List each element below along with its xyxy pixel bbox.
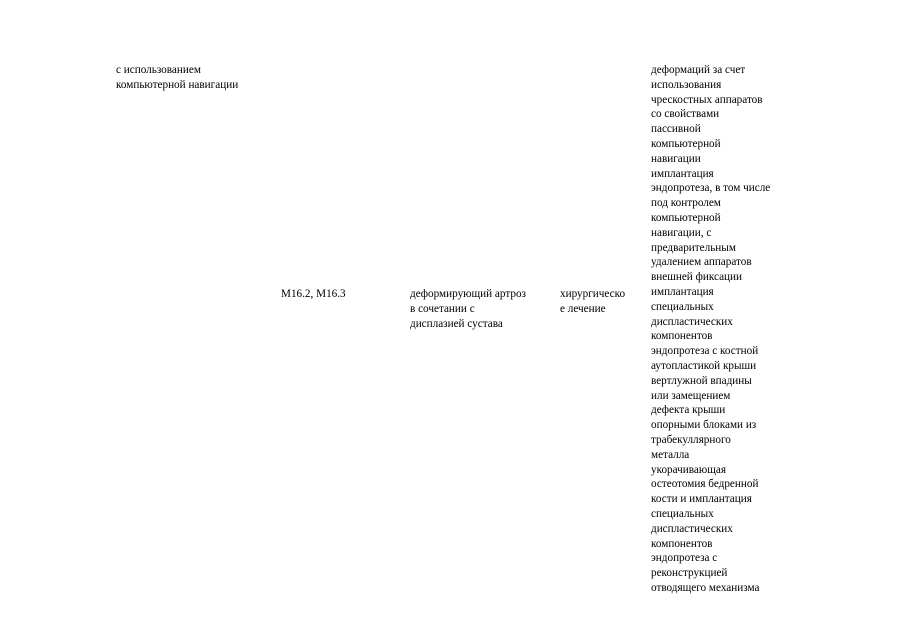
treatment-type-line: хирургическо bbox=[560, 288, 626, 300]
method-fragment-line: компьютерной навигации bbox=[116, 78, 239, 91]
method-line: навигации, с bbox=[651, 226, 712, 239]
method-line: специальных bbox=[651, 507, 714, 520]
method-fragment-line: с использованием bbox=[116, 64, 201, 76]
method-line: специальных bbox=[651, 300, 714, 313]
method-fragment-cell bbox=[116, 63, 276, 93]
method-line: отводящего механизма bbox=[651, 581, 760, 594]
method-line: укорачивающая bbox=[651, 463, 726, 476]
diagnosis-line: дисплазией сустава bbox=[410, 317, 503, 330]
treatment-methods-cell bbox=[651, 63, 801, 596]
treatment-type-line: е лечение bbox=[560, 302, 606, 315]
method-line: компонентов bbox=[651, 330, 713, 343]
icd-codes: M16.2, M16.3 bbox=[281, 288, 346, 300]
method-line: металла bbox=[651, 448, 690, 461]
method-line: диспластических bbox=[651, 522, 733, 535]
method-line: предварительным bbox=[651, 241, 736, 254]
treatment-type-cell bbox=[560, 287, 640, 317]
method-line: эндопротеза с bbox=[651, 552, 718, 565]
method-line: дефекта крыши bbox=[651, 404, 726, 417]
diagnosis-line: в сочетании с bbox=[410, 302, 475, 315]
method-line: эндопротеза с костной bbox=[651, 345, 759, 358]
method-line: остеотомия бедренной bbox=[651, 478, 759, 491]
method-line: деформаций за счет bbox=[651, 64, 746, 76]
method-line: реконструкцией bbox=[651, 567, 728, 580]
method-line: использования bbox=[651, 78, 722, 91]
method-line: эндопротеза, в том числе bbox=[651, 182, 771, 195]
method-line: под контролем bbox=[651, 197, 721, 210]
icd-code-cell bbox=[281, 287, 401, 302]
diagnosis-cell bbox=[410, 287, 550, 331]
method-line: компьютерной bbox=[651, 137, 721, 150]
method-line: со свойствами bbox=[651, 108, 720, 121]
method-line: аутопластикой крыши bbox=[651, 359, 757, 372]
method-line: навигации bbox=[651, 152, 701, 165]
method-line: кости и имплантация bbox=[651, 493, 752, 506]
method-line: имплантация bbox=[651, 285, 714, 298]
method-line: имплантация bbox=[651, 167, 714, 180]
method-line: опорными блоками из bbox=[651, 419, 757, 432]
method-line: пассивной bbox=[651, 123, 701, 136]
method-line: или замещением bbox=[651, 389, 731, 402]
method-line: диспластических bbox=[651, 315, 733, 328]
method-line: чрескостных аппаратов bbox=[651, 93, 763, 106]
diagnosis-line: деформирующий артроз bbox=[410, 288, 526, 300]
method-line: компонентов bbox=[651, 537, 713, 550]
method-line: компьютерной bbox=[651, 211, 721, 224]
method-line: трабекуллярного bbox=[651, 433, 731, 446]
method-line: внешней фиксации bbox=[651, 271, 743, 284]
method-line: вертлужной впадины bbox=[651, 374, 752, 387]
method-line: удалением аппаратов bbox=[651, 256, 752, 269]
